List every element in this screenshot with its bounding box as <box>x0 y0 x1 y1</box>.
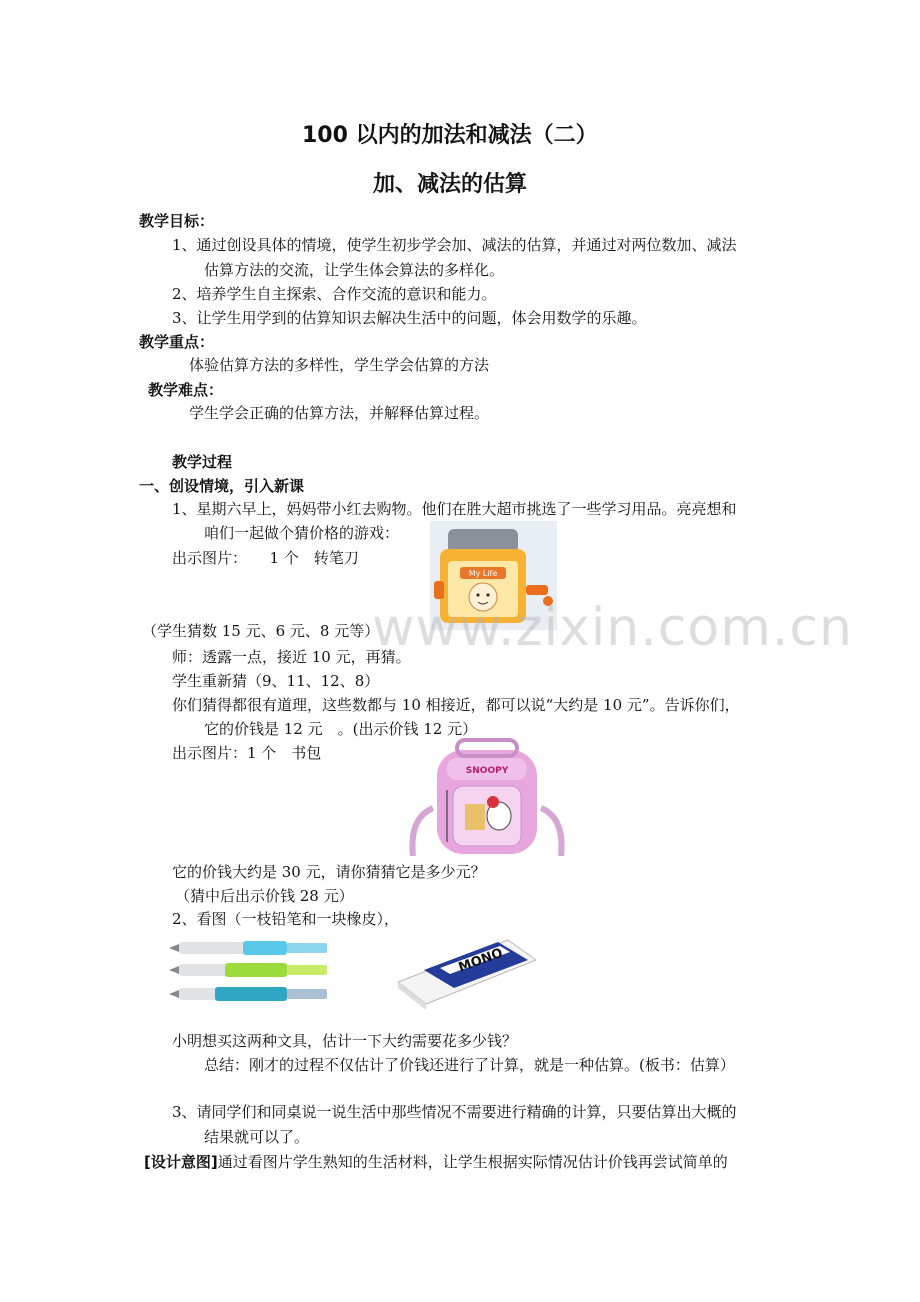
bag-answer: （猜中后出示价钱 28 元） <box>175 887 354 905</box>
page-title: 100 以内的加法和减法（二） <box>302 123 598 148</box>
pens-image <box>165 934 332 1012</box>
difficulty-heading: 教学难点： <box>148 381 224 399</box>
backpack-image <box>403 738 571 856</box>
teacher-hint: 师：透露一点，接近 10 元，再猜。 <box>172 648 411 666</box>
show-picture-sharpener: 出示图片： 1 个 转笔刀 <box>172 549 359 567</box>
goal-item-1-line-2: 估算方法的交流，让学生体会算法的多样化。 <box>204 261 505 279</box>
student-guess-1: （学生猜数 15 元、6 元、8 元等） <box>142 622 380 640</box>
bag-question: 它的价钱大约是 30 元，请你猜猜它是多少元？ <box>172 863 486 881</box>
paragraph-1-line-2: 咱们一起做个猜价格的游戏： <box>204 524 400 542</box>
item-3-line-2: 结果就可以了。 <box>204 1128 310 1146</box>
bag-brand-text: SNOOPY <box>465 766 509 776</box>
eraser-image <box>388 930 540 1012</box>
goals-heading: 教学目标： <box>139 212 215 230</box>
key-point-text: 体验估算方法的多样性，学生学会估算的方法 <box>189 356 490 374</box>
goal-item-2: 2、培养学生自主探索、合作交流的意识和能力。 <box>172 285 497 303</box>
eraser-brand-text: MONO <box>456 945 505 976</box>
watermark: www.zixin.com.cn <box>372 598 853 658</box>
item-3-line-1: 3、请同学们和同桌说一说生活中那些情况不需要进行精确的计算，只要估算出大概的 <box>172 1103 737 1121</box>
process-heading: 教学过程 <box>172 453 233 471</box>
design-intent-text: 通过看图片学生熟知的生活材料，让学生根据实际情况估计价钱再尝试简单的 <box>217 1153 728 1171</box>
design-intent <box>144 1151 728 1173</box>
show-picture-bag: 出示图片：1 个 书包 <box>172 744 322 762</box>
ming-question: 小明想买这两种文具，估计一下大约需要花多少钱？ <box>172 1032 518 1050</box>
design-intent-label: [设计意图] <box>144 1153 218 1171</box>
paragraph-2-line-2: 它的价钱是 12 元 。(出示价钱 12 元） <box>204 720 478 738</box>
sharpener-brand-text: My Life <box>468 569 498 578</box>
key-point-heading: 教学重点： <box>139 333 215 351</box>
summary-text: 总结：刚才的过程不仅估计了价钱还进行了计算，就是一种估算。(板书：估算） <box>204 1056 735 1074</box>
goal-item-1-line-1: 1、通过创设具体的情境，使学生初步学会加、减法的估算，并通过对两位数加、减法 <box>172 236 737 254</box>
paragraph-2-line-1: 你们猜得都很有道理，这些数都与 10 相接近，都可以说“大约是 10 元”。告诉你们， <box>172 696 740 714</box>
page-subtitle: 加、减法的估算 <box>373 172 528 197</box>
student-reguess: 学生重新猜（9、11、12、8） <box>172 672 380 690</box>
item-2-look-picture: 2、看图（一枝铅笔和一块橡皮）， <box>172 910 400 928</box>
paragraph-1-line-1: 1、星期六早上，妈妈带小红去购物。他们在胜大超市挑选了一些学习用品。亮亮想和 <box>172 500 737 518</box>
section-1-heading: 一、创设情境，引入新课 <box>139 477 305 495</box>
difficulty-text: 学生学会正确的估算方法，并解释估算过程。 <box>189 404 490 422</box>
goal-item-3: 3、让学生用学到的估算知识去解决生活中的问题，体会用数学的乐趣。 <box>172 309 647 327</box>
